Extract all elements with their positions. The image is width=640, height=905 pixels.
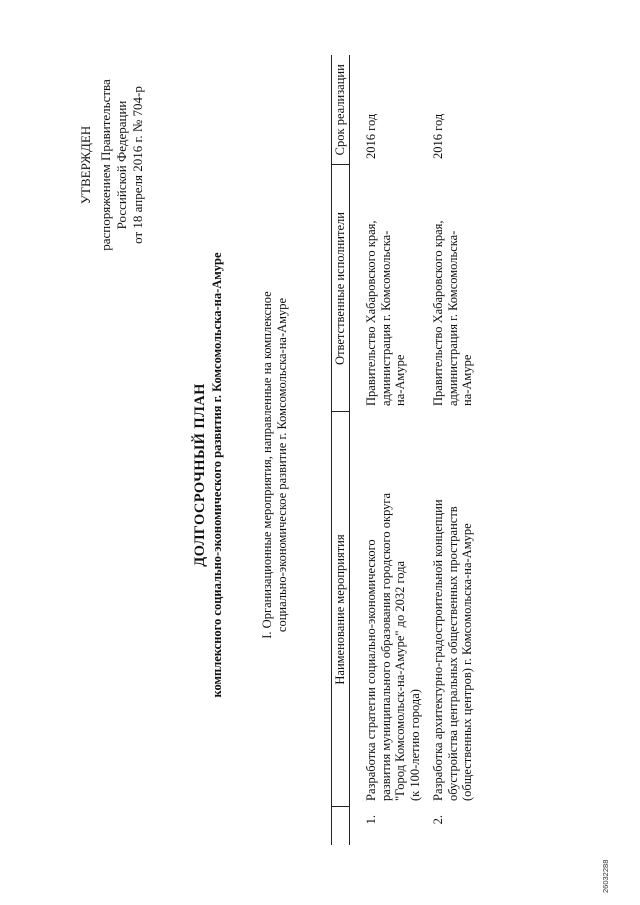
approval-stamp: [78, 25, 146, 305]
section-heading-line: социально-экономическое развитие г. Комсомольска-на-Амуре: [275, 297, 289, 633]
measure-name: [424, 412, 477, 807]
implementation-term: 2016 год: [364, 113, 378, 159]
responsible-executors: [350, 165, 425, 412]
row-number: 2.: [431, 815, 445, 825]
executors-line: администрация г. Комсомольска-: [445, 230, 460, 406]
executors-line: Правительство Хабаровского края,: [364, 220, 378, 406]
executors-line: на-Амуре: [393, 354, 407, 406]
column-header-term: Срок реализации: [332, 55, 350, 165]
measure-name-line: "Город Комсомольск-на-Амуре" до 2032 года: [393, 560, 407, 801]
measure-name-line: развития муниципального образования городского округа: [378, 492, 393, 801]
measure-name-line: обустройства центральных общественных пространств: [445, 506, 460, 801]
implementation-term: 2016 год: [431, 113, 445, 159]
approval-heading: УТВЕРЖДЕН: [78, 125, 93, 205]
row-number: 1.: [364, 815, 378, 825]
measure-name-line: Разработка архитектурно-градостроительной концепции: [431, 499, 445, 801]
measures-table: [331, 55, 477, 845]
column-header-name: Наименование мероприятия: [332, 412, 350, 807]
section-heading-line: I. Организационные мероприятия, направленные на комплексное: [260, 291, 274, 639]
section-heading: [260, 165, 290, 765]
executors-line: администрация г. Комсомольска-: [378, 230, 393, 406]
table-header-row: [332, 55, 350, 845]
document-title: ДОЛГОСРОЧНЫЙ ПЛАН: [192, 383, 208, 567]
column-header-executors: Ответственные исполнители: [332, 165, 350, 412]
table-row: [350, 55, 425, 845]
measure-name: [350, 412, 425, 807]
approval-line: Российской Федерации: [114, 100, 129, 230]
executors-line: Правительство Хабаровского края,: [431, 220, 445, 406]
measure-name-line: (к 100-летию города): [407, 689, 422, 801]
executors-line: на-Амуре: [460, 354, 474, 406]
approval-line: распоряжением Правительства: [98, 79, 113, 251]
column-header-number: [332, 807, 350, 845]
responsible-executors: [424, 165, 477, 412]
document-id: 26032288: [601, 859, 610, 893]
approval-date: от 18 апреля 2016 г. № 704-р: [130, 86, 145, 244]
measure-name-line: (общественных центров) г. Комсомольска-на-Амуре: [460, 523, 474, 801]
table-row: [424, 55, 477, 845]
measure-name-line: Разработка стратегии социально-экономического: [364, 539, 378, 801]
document-subtitle: комплексного социально-экономического развития г. Комсомольска-на-Амуре: [210, 252, 224, 698]
